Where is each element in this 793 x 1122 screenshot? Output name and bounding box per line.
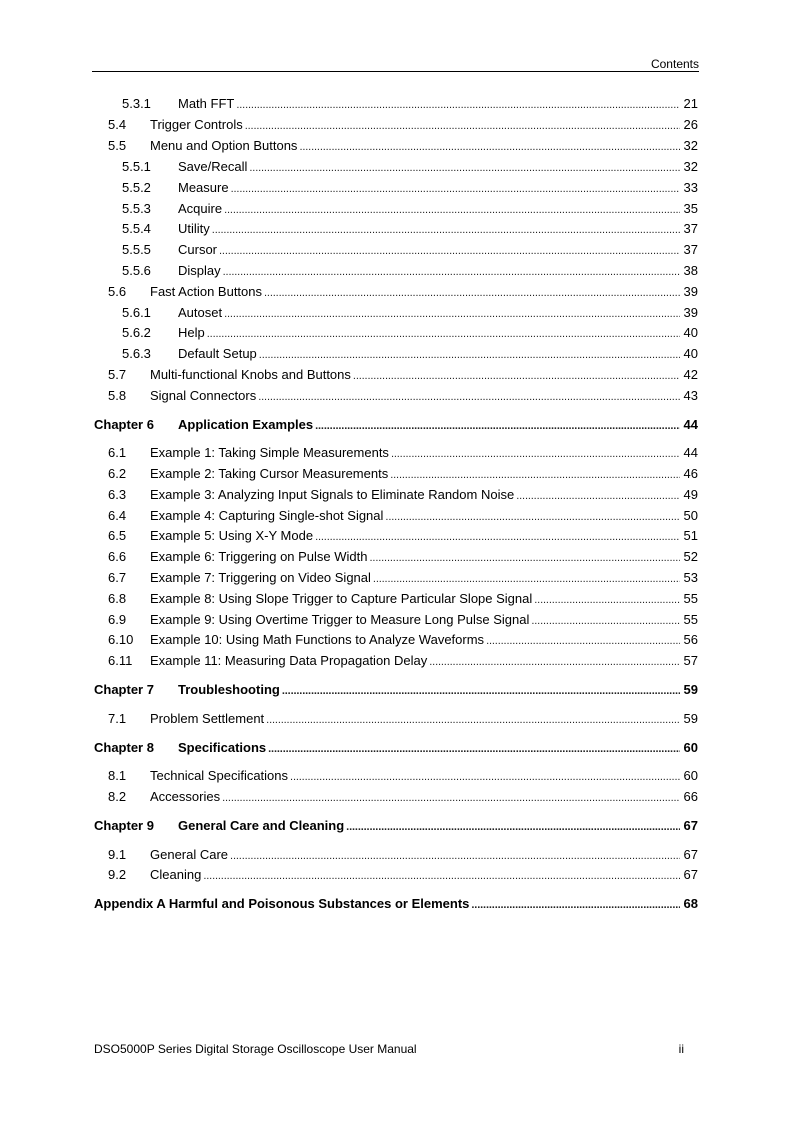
dot-leader xyxy=(224,303,680,324)
toc-entry-page: 33 xyxy=(683,180,698,195)
dot-leader xyxy=(531,610,680,631)
dot-leader xyxy=(258,386,680,407)
toc-entry-title: Technical Specifications xyxy=(150,768,289,783)
toc-entry[interactable] xyxy=(94,219,698,239)
toc-entry-page: 51 xyxy=(683,528,698,543)
dot-leader xyxy=(353,365,680,386)
toc-entry-number: 8.1 xyxy=(108,768,127,783)
toc-entry-title: General Care xyxy=(150,847,229,862)
dot-leader xyxy=(207,323,680,344)
toc-entry-page: 35 xyxy=(683,201,698,216)
dot-leader xyxy=(471,894,680,915)
toc-entry-page: 40 xyxy=(683,325,698,340)
toc-entry-page: 67 xyxy=(683,847,698,862)
toc-entry[interactable] xyxy=(94,610,698,630)
toc-entry-page: 55 xyxy=(683,591,698,606)
toc-entry-page: 38 xyxy=(683,263,698,278)
toc-entry-title: Example 8: Using Slope Trigger to Capture Particular Slope Signal xyxy=(150,591,533,606)
toc-entry[interactable] xyxy=(94,865,698,885)
dot-leader xyxy=(373,568,680,589)
dot-leader xyxy=(224,199,680,220)
toc-entry[interactable] xyxy=(94,787,698,807)
toc-entry[interactable] xyxy=(94,766,698,786)
toc-entry-page: 67 xyxy=(683,867,698,882)
dot-leader xyxy=(299,136,680,157)
toc-entry-number: 5.4 xyxy=(108,117,127,132)
toc-entry-page: 49 xyxy=(683,487,698,502)
toc-entry-page: 42 xyxy=(683,367,698,382)
toc-entry-number: 5.3.1 xyxy=(122,96,151,111)
toc-entry[interactable] xyxy=(94,282,698,302)
toc-entry-number: 9.1 xyxy=(108,847,127,862)
toc-entry-title: Problem Settlement xyxy=(150,711,265,726)
toc-entry-title: Example 11: Measuring Data Propagation Delay xyxy=(150,653,428,668)
toc-entry-title: Fast Action Buttons xyxy=(150,284,263,299)
toc-entry-page: 46 xyxy=(683,466,698,481)
dot-leader xyxy=(391,443,680,464)
toc-entry[interactable] xyxy=(94,845,698,865)
toc-entry-title: Example 2: Taking Cursor Measurements xyxy=(150,466,389,481)
toc-entry[interactable] xyxy=(94,303,698,323)
toc-entry-title: Help xyxy=(178,325,205,340)
toc-entry-title: Example 4: Capturing Single-shot Signal xyxy=(150,508,384,523)
toc-entry-page: 60 xyxy=(683,740,698,755)
dot-leader xyxy=(516,485,680,506)
dot-leader xyxy=(203,865,680,886)
toc-chapter-entry[interactable] xyxy=(94,816,698,836)
dot-leader xyxy=(390,464,680,485)
toc-appendix-title: Appendix A Harmful and Poisonous Substances or Elements xyxy=(94,896,470,911)
dot-leader xyxy=(268,738,680,759)
toc-entry[interactable] xyxy=(94,630,698,650)
toc-entry-number: 6.8 xyxy=(108,591,127,606)
toc-entry-title: Example 9: Using Overtime Trigger to Measure Long Pulse Signal xyxy=(150,612,530,627)
toc-entry-page: 67 xyxy=(683,818,698,833)
toc-entry-page: 50 xyxy=(683,508,698,523)
toc-chapter-number: Chapter 7 xyxy=(94,682,154,697)
toc-entry[interactable] xyxy=(94,94,698,114)
dot-leader xyxy=(346,816,680,837)
toc-entry-number: 5.5.4 xyxy=(122,221,151,236)
toc-chapter-number: Chapter 9 xyxy=(94,818,154,833)
toc-entry-number: 5.5 xyxy=(108,138,127,153)
page-footer xyxy=(94,1042,684,1056)
toc-chapter-title: Application Examples xyxy=(178,417,314,432)
toc-entry-title: Autoset xyxy=(178,305,223,320)
toc-entry-page: 60 xyxy=(683,768,698,783)
dot-leader xyxy=(223,261,680,282)
footer-manual-title: DSO5000P Series Digital Storage Oscilloscope User Manual xyxy=(94,1042,417,1056)
toc-entry-number: 5.7 xyxy=(108,367,127,382)
toc-entry-page: 44 xyxy=(683,417,698,432)
toc-entry-title: Menu and Option Buttons xyxy=(150,138,298,153)
dot-leader xyxy=(315,415,680,436)
toc-entry-title: Multi-functional Knobs and Buttons xyxy=(150,367,351,382)
toc-entry[interactable] xyxy=(94,240,698,260)
toc-entry-title: Default Setup xyxy=(178,346,257,361)
toc-appendix-entry[interactable] xyxy=(94,894,698,914)
toc-entry-page: 59 xyxy=(683,682,698,697)
dot-leader xyxy=(222,787,680,808)
toc-entry-number: 5.5.5 xyxy=(122,242,151,257)
toc-entry-number: 6.1 xyxy=(108,445,127,460)
toc-entry-page: 57 xyxy=(683,653,698,668)
toc-entry-number: 6.10 xyxy=(108,632,134,647)
toc-entry-title: Example 6: Triggering on Pulse Width xyxy=(150,549,368,564)
toc-entry-page: 44 xyxy=(683,445,698,460)
toc-entry-number: 5.5.2 xyxy=(122,180,151,195)
toc-entry-number: 6.3 xyxy=(108,487,127,502)
toc-entry-number: 5.6.2 xyxy=(122,325,151,340)
toc-entry-title: Measure xyxy=(178,180,229,195)
toc-entry-number: 7.1 xyxy=(108,711,127,726)
toc-entry-page: 40 xyxy=(683,346,698,361)
toc-entry-page: 32 xyxy=(683,138,698,153)
toc-entry[interactable] xyxy=(94,464,698,484)
toc-entry-page: 53 xyxy=(683,570,698,585)
toc-chapter-entry[interactable] xyxy=(94,738,698,758)
toc-entry-title: Cleaning xyxy=(150,867,202,882)
toc-entry-number: 5.6 xyxy=(108,284,127,299)
dot-leader xyxy=(249,157,680,178)
toc-entry-title: Example 1: Taking Simple Measurements xyxy=(150,445,389,460)
dot-leader xyxy=(290,766,680,787)
toc-entry-number: 5.5.6 xyxy=(122,263,151,278)
toc-entry-page: 56 xyxy=(683,632,698,647)
dot-leader xyxy=(486,630,680,651)
toc-chapter-number: Chapter 8 xyxy=(94,740,154,755)
toc-entry-title: Acquire xyxy=(178,201,223,216)
dot-leader xyxy=(266,709,680,730)
toc-entry-page: 32 xyxy=(683,159,698,174)
toc-entry[interactable] xyxy=(94,709,698,729)
toc-entry[interactable] xyxy=(94,365,698,385)
toc-entry[interactable] xyxy=(94,344,698,364)
toc-entry-number: 5.6.3 xyxy=(122,346,151,361)
toc-entry[interactable] xyxy=(94,178,698,198)
toc-entry-page: 43 xyxy=(683,388,698,403)
dot-leader xyxy=(282,680,680,701)
dot-leader xyxy=(245,115,680,136)
dot-leader xyxy=(212,219,680,240)
toc-entry[interactable] xyxy=(94,199,698,219)
toc-entry-page: 39 xyxy=(683,305,698,320)
running-header xyxy=(92,57,699,72)
toc-entry-page: 52 xyxy=(683,549,698,564)
toc-entry-page: 39 xyxy=(683,284,698,299)
footer-page-number: ii xyxy=(678,1042,684,1056)
dot-leader xyxy=(259,344,680,365)
dot-leader xyxy=(236,94,680,115)
toc-entry-number: 9.2 xyxy=(108,867,127,882)
toc-chapter-entry[interactable] xyxy=(94,680,698,700)
toc-entry[interactable] xyxy=(94,443,698,463)
toc-chapter-title: Specifications xyxy=(178,740,267,755)
toc-entry-number: 6.2 xyxy=(108,466,127,481)
toc-entry[interactable] xyxy=(94,261,698,281)
toc-entry-title: Display xyxy=(178,263,221,278)
dot-leader xyxy=(219,240,680,261)
toc-entry[interactable] xyxy=(94,485,698,505)
toc-entry-number: 6.5 xyxy=(108,528,127,543)
toc-entry-number: 6.7 xyxy=(108,570,127,585)
toc-chapter-entry[interactable] xyxy=(94,415,698,435)
toc-entry[interactable] xyxy=(94,547,698,567)
toc-entry-page: 59 xyxy=(683,711,698,726)
toc-chapter-number: Chapter 6 xyxy=(94,417,154,432)
toc-entry-number: 5.6.1 xyxy=(122,305,151,320)
toc-entry[interactable] xyxy=(94,157,698,177)
dot-leader xyxy=(264,282,680,303)
toc-entry[interactable] xyxy=(94,589,698,609)
toc-entry-page: 37 xyxy=(683,221,698,236)
dot-leader xyxy=(231,178,680,199)
toc-entry[interactable] xyxy=(94,136,698,156)
toc-entry-title: Accessories xyxy=(150,789,221,804)
toc-entry[interactable] xyxy=(94,651,698,671)
toc-entry-number: 6.9 xyxy=(108,612,127,627)
toc-entry-title: Save/Recall xyxy=(178,159,248,174)
toc-entry-title: Utility xyxy=(178,221,210,236)
toc-entry-title: Example 7: Triggering on Video Signal xyxy=(150,570,371,585)
dot-leader xyxy=(385,506,680,527)
toc-entry-number: 8.2 xyxy=(108,789,127,804)
header-section-label: Contents xyxy=(650,57,699,71)
dot-leader xyxy=(315,526,680,547)
toc-entry-title: Trigger Controls xyxy=(150,117,243,132)
toc-entry-title: Example 10: Using Math Functions to Analyze Waveforms xyxy=(150,632,485,647)
toc-entry-title: Math FFT xyxy=(178,96,235,111)
toc-entry-number: 6.11 xyxy=(108,653,133,668)
dot-leader xyxy=(534,589,680,610)
toc-chapter-title: General Care and Cleaning xyxy=(178,818,345,833)
toc-entry[interactable] xyxy=(94,568,698,588)
toc-entry-number: 6.6 xyxy=(108,549,127,564)
toc-entry-number: 5.5.3 xyxy=(122,201,151,216)
toc-entry[interactable] xyxy=(94,323,698,343)
toc-entry-title: Example 3: Analyzing Input Signals to Eliminate Random Noise xyxy=(150,487,515,502)
toc-entry-title: Cursor xyxy=(178,242,218,257)
toc-entry-page: 66 xyxy=(683,789,698,804)
dot-leader xyxy=(230,845,680,866)
toc-entry-page: 21 xyxy=(683,96,698,111)
dot-leader xyxy=(429,651,680,672)
toc-entry-page: 37 xyxy=(683,242,698,257)
toc-entry-page: 68 xyxy=(683,896,698,911)
toc-entry-title: Signal Connectors xyxy=(150,388,257,403)
toc-entry-number: 5.5.1 xyxy=(122,159,151,174)
dot-leader xyxy=(370,547,681,568)
toc-entry-page: 26 xyxy=(683,117,698,132)
toc-entry[interactable] xyxy=(94,115,698,135)
toc-entry[interactable] xyxy=(94,506,698,526)
toc-entry-title: Example 5: Using X-Y Mode xyxy=(150,528,314,543)
toc-entry-number: 6.4 xyxy=(108,508,127,523)
toc-entry[interactable] xyxy=(94,526,698,546)
toc-entry[interactable] xyxy=(94,386,698,406)
toc-entry-page: 55 xyxy=(683,612,698,627)
toc-entry-number: 5.8 xyxy=(108,388,127,403)
toc-chapter-title: Troubleshooting xyxy=(178,682,280,697)
